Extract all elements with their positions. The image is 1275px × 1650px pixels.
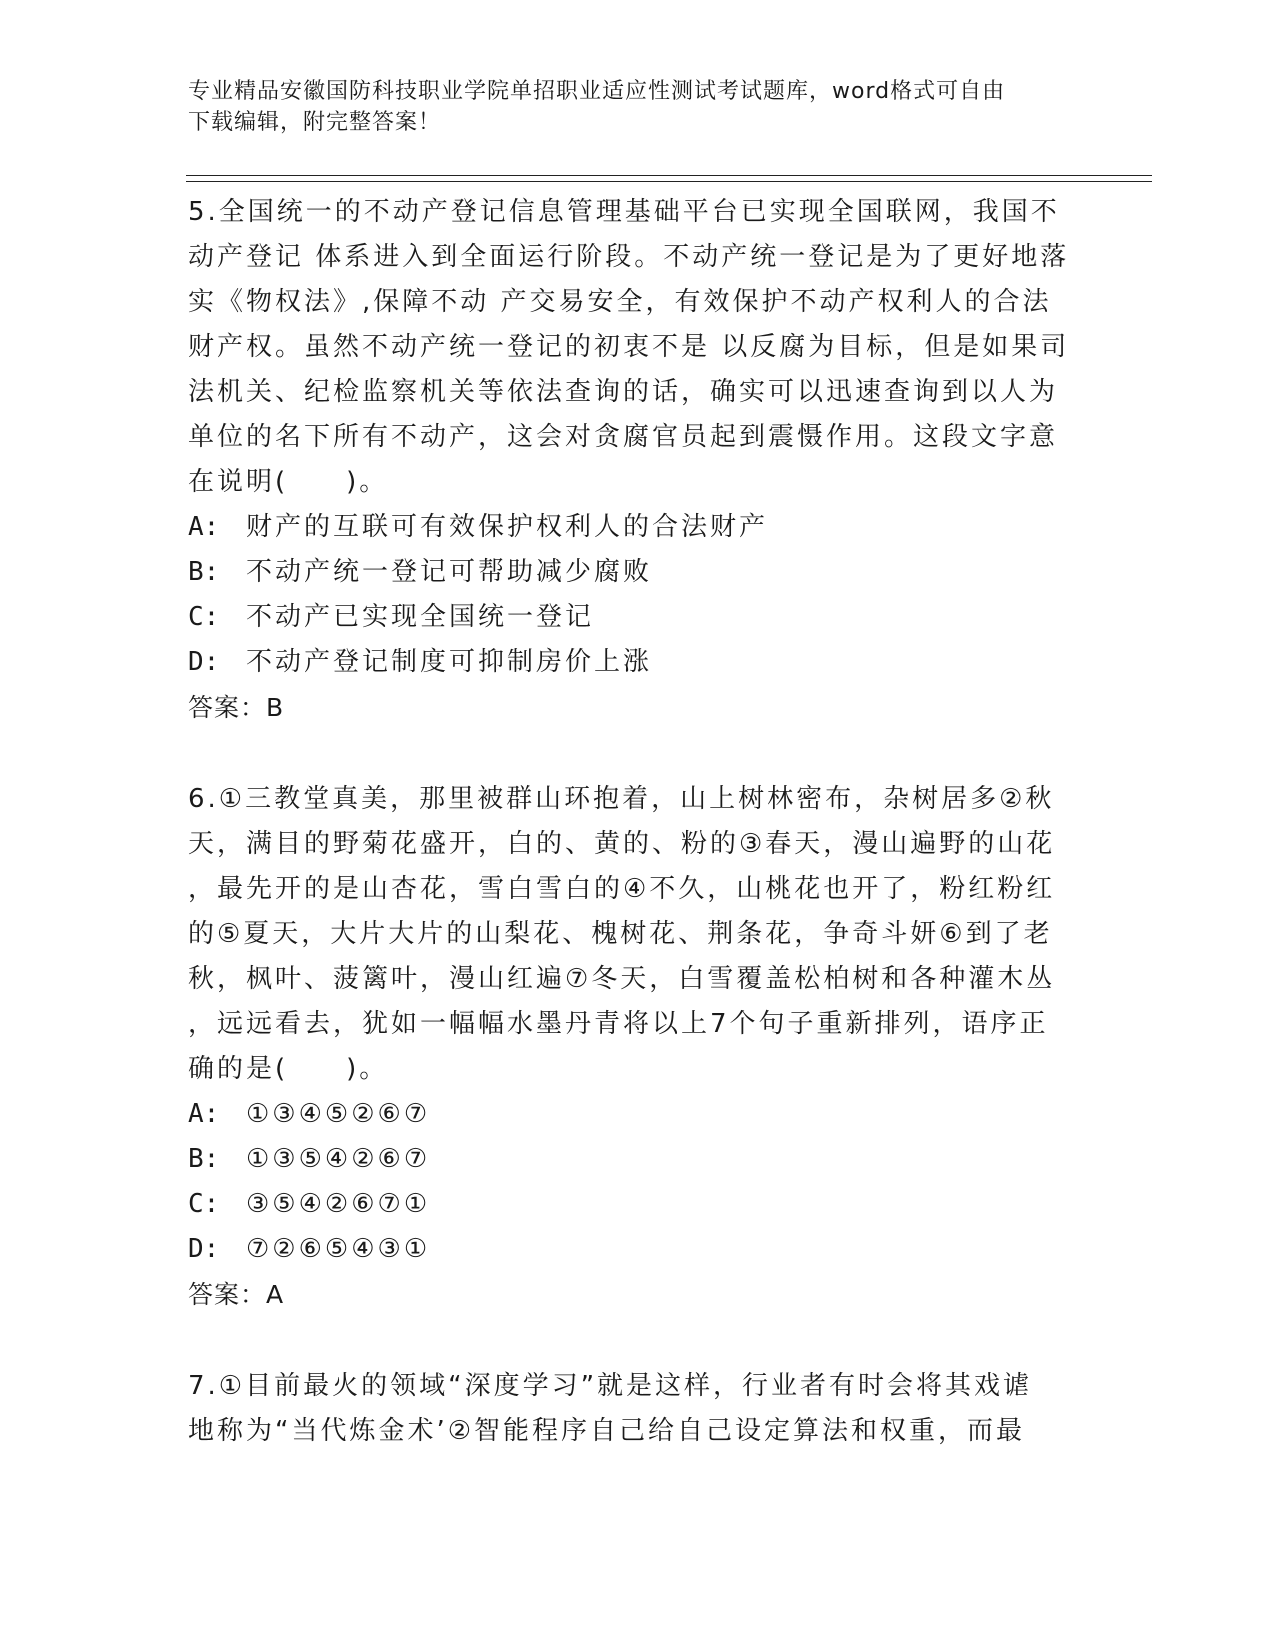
question-stem-line: 实《物权法》,保障不动 产交易安全，有效保护不动产权利人的合法 xyxy=(188,287,1052,317)
answer: 答案：A xyxy=(188,1280,285,1309)
header-line-2: 下载编辑，附完整答案！ xyxy=(188,110,442,135)
question-stem-line: 6.①三教堂真美，那里被群山环抱着，山上树林密布，杂树居多②秋 xyxy=(188,784,1055,814)
question-stem-line: 单位的名下所有不动产，这会对贪腐官员起到震慑作用。这段文字意 xyxy=(188,422,1059,452)
option-d xyxy=(188,640,1088,685)
question-stem-line: 天，满目的野菊花盛开，白的、黄的、粉的③春天，漫山遍野的山花 xyxy=(188,829,1056,859)
option-text: 不动产登记制度可抑制房价上涨 xyxy=(246,647,653,677)
option-text: ①③④⑤②⑥⑦ xyxy=(246,1099,431,1129)
question-stem-line: 的⑤夏天，大片大片的山梨花、槐树花、荆条花，争奇斗妍⑥到了老 xyxy=(188,919,1053,949)
document-header xyxy=(188,76,1068,138)
option-c xyxy=(188,595,1088,640)
option-text: ⑦②⑥⑤④③① xyxy=(246,1234,431,1264)
option-letter: A: xyxy=(188,512,220,542)
question-5 xyxy=(188,190,1088,730)
question-stem-line: 财产权。虽然不动产统一登记的初衷不是 以反腐为目标，但是如果司 xyxy=(188,332,1070,362)
option-a xyxy=(188,1092,1088,1137)
question-stem-line: 7.①目前最火的领域“深度学习”就是这样，行业者有时会将其戏谑 xyxy=(188,1371,1033,1401)
question-stem-line: 动产登记 体系进入到全面运行阶段。不动产统一登记是为了更好地落 xyxy=(188,242,1070,272)
header-line-1: 专业精品安徽国防科技职业学院单招职业适应性测试考试题库，word格式可自由 xyxy=(188,79,1006,104)
option-text: 财产的互联可有效保护权利人的合法财产 xyxy=(246,512,769,542)
option-text: 不动产已实现全国统一登记 xyxy=(246,602,595,632)
question-stem-line: 5.全国统一的不动产登记信息管理基础平台已实现全国联网，我国不 xyxy=(188,197,1060,227)
option-text: ①③⑤④②⑥⑦ xyxy=(246,1144,431,1174)
option-letter: B: xyxy=(188,1144,220,1174)
question-stem-line: 在说明( )。 xyxy=(188,467,389,497)
question-stem-line: ，远远看去，犹如一幅幅水墨丹青将以上7个句子重新排列，语序正 xyxy=(188,1009,1049,1039)
header-rule-bottom xyxy=(186,181,1152,182)
question-7 xyxy=(188,1364,1088,1454)
option-letter: A: xyxy=(188,1099,220,1129)
answer: 答案：B xyxy=(188,693,285,722)
option-letter: B: xyxy=(188,557,220,587)
option-letter: C: xyxy=(188,602,220,632)
question-stem-line: ，最先开的是山杏花，雪白雪白的④不久，山桃花也开了，粉红粉红 xyxy=(188,874,1056,904)
option-c xyxy=(188,1182,1088,1227)
question-6 xyxy=(188,777,1088,1317)
question-stem-line: 秋，枫叶、菠篱叶，漫山红遍⑦冬天，白雪覆盖松柏树和各种灌木丛 xyxy=(188,964,1056,994)
header-rule-top xyxy=(186,175,1152,176)
option-b xyxy=(188,550,1088,595)
option-a xyxy=(188,505,1088,550)
option-text: 不动产统一登记可帮助减少腐败 xyxy=(246,557,653,587)
option-letter: D: xyxy=(188,647,220,677)
option-text: ③⑤④②⑥⑦① xyxy=(246,1189,431,1219)
option-letter: D: xyxy=(188,1234,220,1264)
option-d xyxy=(188,1227,1088,1272)
question-stem-line: 法机关、纪检监察机关等依法查询的话，确实可以迅速查询到以人为 xyxy=(188,377,1059,407)
option-b xyxy=(188,1137,1088,1182)
question-stem-line: 确的是( )。 xyxy=(188,1054,389,1084)
question-stem-line: 地称为“当代炼金术’②智能程序自己给自己设定算法和权重，而最 xyxy=(188,1416,1026,1446)
option-letter: C: xyxy=(188,1189,220,1219)
